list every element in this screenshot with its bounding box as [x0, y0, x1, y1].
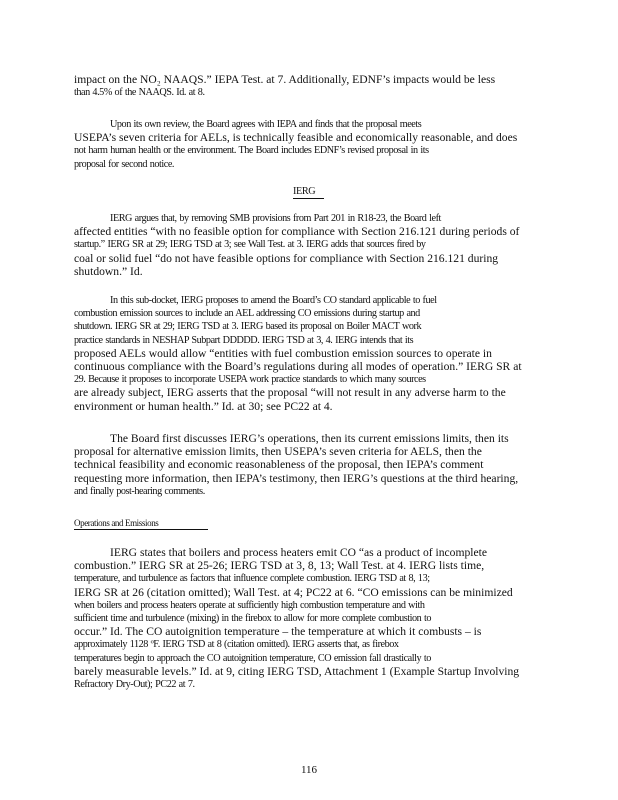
text-line: than 4.5% of the NAAQS. Id. at 8.: [74, 87, 205, 99]
text-line: startup.” IERG SR at 29; IERG TSD at 3; see Wall Test. at 3. IERG adds that sources fired by: [74, 239, 426, 251]
text-line: combustion.” IERG SR at 25-26; IERG TSD at 3, 8, 13; Wall Test. at 4. IERG lists time,: [74, 559, 485, 573]
text-line: impact on the NO₂ NAAQS.” IEPA Test. at 7. Additionally, EDNF’s impacts would be less: [74, 73, 496, 86]
text-line: occur.” Id. The CO autoignition temperature – the temperature at which it combusts – is: [74, 625, 482, 639]
text-line: and finally post-hearing comments.: [74, 485, 205, 497]
text-line: technical feasibility and economic reasonableness of the proposal, then IEPA’s comment: [74, 458, 484, 472]
text-line: practice standards in NESHAP Subpart DDDDD. IERG TSD at 3, 4. IERG intends that its: [74, 334, 414, 346]
paragraph-5: [74, 432, 542, 498]
heading-underline: [293, 198, 324, 199]
section-heading-ierg: [293, 186, 315, 197]
text-line: IERG SR at 26 (citation omitted); Wall Test. at 4; PC22 at 6. “CO emissions can be minimized: [74, 585, 513, 599]
text-line: proposal for second notice.: [74, 158, 174, 170]
text-line: 29. Because it proposes to incorporate USEPA work practice standards to which many sources: [74, 374, 426, 386]
text-line: temperature, and turbulence as factors that influence complete combustion. IERG TSD at 8, 13;: [74, 573, 430, 585]
text-line: approximately 1128 ºF. IERG TSD at 8 (citation omitted). IERG asserts that, as firebox: [74, 639, 399, 651]
text-line: In this sub-docket, IERG proposes to amend the Board’s CO standard applicable to fuel: [110, 295, 437, 306]
page-number: 116: [300, 764, 318, 776]
text-line: affected entities “with no feasible option for compliance with Section 216.121 during periods of: [74, 225, 520, 239]
text-line: coal or solid fuel “do not have feasible options for compliance with Section 216.121 during: [74, 251, 499, 265]
text-line: proposed AELs would allow “entities with fuel combustion emission sources to operate in: [74, 346, 492, 360]
text-line: are already subject, IERG asserts that the proposal “will not result in any adverse harm to the: [74, 386, 506, 400]
text-line: IERG states that boilers and process heaters emit CO “as a product of incomplete: [110, 546, 488, 559]
text-line: The Board first discusses IERG’s operations, then its current emissions limits, then its: [110, 432, 509, 445]
text-line: temperatures begin to approach the CO autoignition temperature, CO emission fall drastically to: [74, 652, 431, 664]
text-line: Upon its own review, the Board agrees with IEPA and finds that the proposal meets: [110, 119, 422, 130]
text-line: shutdown. IERG SR at 29; IERG TSD at 3. IERG based its proposal on Boiler MACT work: [74, 321, 422, 333]
text-line: environment or human health.” Id. at 30; see PC22 at 4.: [74, 399, 333, 413]
paragraph-4: [74, 294, 542, 413]
text-line: sufficient time and turbulence (mixing) in the firebox to allow for more complete combustion to: [74, 613, 432, 625]
section-heading-operations: [74, 518, 158, 528]
text-line: Refractory Dry-Out); PC22 at 7.: [74, 679, 195, 691]
paragraph-3: [74, 212, 542, 278]
text-line: barely measurable levels.” Id. at 9, citing IERG TSD, Attachment 1 (Example Startup Involving: [74, 664, 520, 678]
heading-underline: [74, 529, 208, 530]
text-line: not harm human health or the environment. The Board includes EDNF’s revised proposal in its: [74, 145, 429, 157]
heading-text: IERG: [293, 186, 316, 197]
paragraph-2: [74, 118, 542, 171]
text-line: shutdown.” Id.: [74, 264, 143, 278]
text-line: requesting more information, then IEPA’s testimony, then IERG’s questions at the third hearing,: [74, 471, 519, 485]
text-line: combustion emission sources to include an AEL addressing CO emissions during startup and: [74, 308, 420, 320]
heading-text: Operations and Emissions: [74, 518, 159, 528]
text-line: proposal for alternative emission limits, then USEPA’s seven criteria for AELS, then the: [74, 445, 482, 459]
paragraph-1: [74, 73, 542, 99]
text-line: continuous compliance with the Board’s regulations during all modes of operation.” IERG SR at: [74, 360, 522, 374]
text-line: IERG argues that, by removing SMB provisions from Part 201 in R18-23, the Board left: [110, 213, 441, 224]
paragraph-6: [74, 546, 542, 691]
text-line: when boilers and process heaters operate at sufficiently high combustion temperature and with: [74, 599, 425, 611]
text-line: USEPA’s seven criteria for AELs, is technically feasible and economically reasonable, and does: [74, 131, 518, 145]
